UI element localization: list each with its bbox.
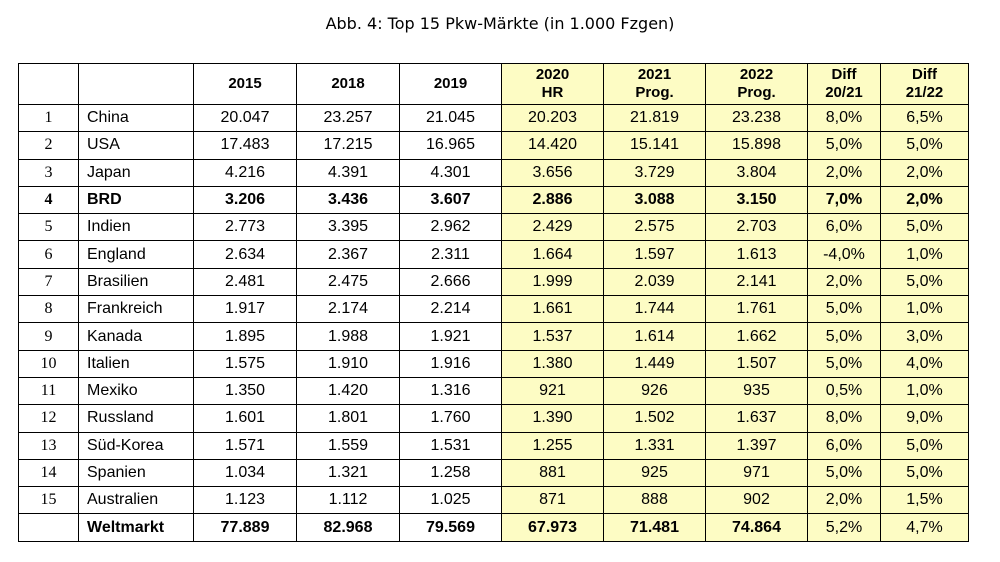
value-2022-cell: 971: [706, 459, 808, 486]
country-cell: Italien: [79, 350, 194, 377]
header-diff2-label: Diff: [912, 66, 937, 83]
header-diff-20-21: [808, 64, 881, 105]
table-row: [19, 186, 969, 213]
diff-21-22-cell: 9,0%: [881, 405, 969, 432]
table-row: [19, 487, 969, 514]
value-2022-cell: 1.613: [706, 241, 808, 268]
value-2020-cell: 1.537: [502, 323, 604, 350]
header-2020: [502, 64, 604, 105]
value-2021-cell: 926: [604, 377, 706, 404]
table-row: [19, 405, 969, 432]
header-corner: [19, 64, 79, 105]
value-2015-cell: 1.601: [194, 405, 297, 432]
rank-cell: 5: [19, 214, 79, 241]
value-2015-cell: 2.773: [194, 214, 297, 241]
value-2020-cell: 3.656: [502, 159, 604, 186]
header-2018: 2018: [297, 64, 400, 105]
value-2018-cell: 1.112: [297, 487, 400, 514]
value-2015-cell: 2.481: [194, 268, 297, 295]
table-row: [19, 296, 969, 323]
value-2019-cell: 3.607: [400, 186, 502, 213]
diff-21-22-cell: 5,0%: [881, 432, 969, 459]
value-2018-cell: 23.257: [297, 105, 400, 132]
value-2021-cell: 21.819: [604, 105, 706, 132]
value-2018-cell: 1.801: [297, 405, 400, 432]
value-2022-cell: 3.804: [706, 159, 808, 186]
table-row: [19, 105, 969, 132]
value-2018-cell: 17.215: [297, 132, 400, 159]
value-2018-cell: 3.436: [297, 186, 400, 213]
total-2021: 71.481: [604, 514, 706, 541]
diff-20-21-cell: 2,0%: [808, 268, 881, 295]
value-2022-cell: 1.761: [706, 296, 808, 323]
value-2020-cell: 881: [502, 459, 604, 486]
table-row: [19, 241, 969, 268]
total-2015: 77.889: [194, 514, 297, 541]
value-2018-cell: 2.475: [297, 268, 400, 295]
country-cell: Russland: [79, 405, 194, 432]
diff-21-22-cell: 1,0%: [881, 296, 969, 323]
value-2018-cell: 1.321: [297, 459, 400, 486]
country-cell: Australien: [79, 487, 194, 514]
country-cell: Indien: [79, 214, 194, 241]
value-2018-cell: 1.420: [297, 377, 400, 404]
value-2020-cell: 1.255: [502, 432, 604, 459]
table-row: [19, 323, 969, 350]
country-cell: Frankreich: [79, 296, 194, 323]
value-2021-cell: 1.597: [604, 241, 706, 268]
value-2019-cell: 2.666: [400, 268, 502, 295]
diff-21-22-cell: 1,0%: [881, 241, 969, 268]
value-2021-cell: 2.575: [604, 214, 706, 241]
table-row: [19, 432, 969, 459]
diff-20-21-cell: 5,0%: [808, 132, 881, 159]
country-cell: Spanien: [79, 459, 194, 486]
country-cell: Brasilien: [79, 268, 194, 295]
header-2021: [604, 64, 706, 105]
total-2018: 82.968: [297, 514, 400, 541]
diff-21-22-cell: 2,0%: [881, 159, 969, 186]
value-2015-cell: 1.575: [194, 350, 297, 377]
diff-21-22-cell: 5,0%: [881, 214, 969, 241]
value-2015-cell: 3.206: [194, 186, 297, 213]
table-header: [19, 64, 969, 105]
value-2019-cell: 1.916: [400, 350, 502, 377]
value-2015-cell: 2.634: [194, 241, 297, 268]
diff-20-21-cell: 6,0%: [808, 432, 881, 459]
value-2022-cell: 2.703: [706, 214, 808, 241]
header-2021-sub: Prog.: [635, 84, 674, 101]
value-2019-cell: 2.962: [400, 214, 502, 241]
rank-cell: 9: [19, 323, 79, 350]
value-2020-cell: 2.429: [502, 214, 604, 241]
value-2020-cell: 921: [502, 377, 604, 404]
country-cell: BRD: [79, 186, 194, 213]
value-2019-cell: 1.760: [400, 405, 502, 432]
value-2021-cell: 3.088: [604, 186, 706, 213]
value-2019-cell: 1.531: [400, 432, 502, 459]
value-2020-cell: 1.390: [502, 405, 604, 432]
value-2022-cell: 15.898: [706, 132, 808, 159]
value-2020-cell: 14.420: [502, 132, 604, 159]
value-2020-cell: 1.380: [502, 350, 604, 377]
table-row: [19, 159, 969, 186]
diff-20-21-cell: 2,0%: [808, 159, 881, 186]
value-2020-cell: 871: [502, 487, 604, 514]
country-cell: China: [79, 105, 194, 132]
value-2015-cell: 1.123: [194, 487, 297, 514]
value-2019-cell: 16.965: [400, 132, 502, 159]
header-diff1-range: 20/21: [825, 84, 863, 101]
table-body: [19, 105, 969, 542]
value-2019-cell: 1.921: [400, 323, 502, 350]
rank-cell: 4: [19, 186, 79, 213]
value-2018-cell: 1.988: [297, 323, 400, 350]
country-cell: Japan: [79, 159, 194, 186]
diff-21-22-cell: 5,0%: [881, 459, 969, 486]
rank-cell: 8: [19, 296, 79, 323]
value-2019-cell: 1.316: [400, 377, 502, 404]
table-row: [19, 377, 969, 404]
table-row: [19, 214, 969, 241]
country-cell: Süd-Korea: [79, 432, 194, 459]
total-2019: 79.569: [400, 514, 502, 541]
value-2020-cell: 2.886: [502, 186, 604, 213]
diff-20-21-cell: 5,0%: [808, 459, 881, 486]
diff-20-21-cell: 7,0%: [808, 186, 881, 213]
value-2015-cell: 4.216: [194, 159, 297, 186]
value-2021-cell: 1.331: [604, 432, 706, 459]
value-2015-cell: 1.895: [194, 323, 297, 350]
country-cell: Kanada: [79, 323, 194, 350]
value-2021-cell: 1.502: [604, 405, 706, 432]
country-cell: England: [79, 241, 194, 268]
diff-20-21-cell: 2,0%: [808, 487, 881, 514]
value-2022-cell: 902: [706, 487, 808, 514]
value-2019-cell: 2.214: [400, 296, 502, 323]
value-2015-cell: 1.571: [194, 432, 297, 459]
value-2022-cell: 3.150: [706, 186, 808, 213]
value-2015-cell: 1.350: [194, 377, 297, 404]
value-2021-cell: 1.614: [604, 323, 706, 350]
total-row: [19, 514, 969, 541]
rank-cell: 14: [19, 459, 79, 486]
total-rank-blank: [19, 514, 79, 541]
header-country: [79, 64, 194, 105]
header-2020-sub: HR: [541, 84, 564, 101]
value-2018-cell: 4.391: [297, 159, 400, 186]
figure-title: Abb. 4: Top 15 Pkw-Märkte (in 1.000 Fzgen): [325, 14, 675, 33]
value-2022-cell: 935: [706, 377, 808, 404]
table-row: [19, 268, 969, 295]
header-2022-sub: Prog.: [737, 84, 776, 101]
header-diff2-range: 21/22: [905, 84, 944, 101]
diff-21-22-cell: 6,5%: [881, 105, 969, 132]
value-2019-cell: 2.311: [400, 241, 502, 268]
rank-cell: 10: [19, 350, 79, 377]
diff-21-22-cell: 1,0%: [881, 377, 969, 404]
header-2015: 2015: [194, 64, 297, 105]
diff-20-21-cell: -4,0%: [808, 241, 881, 268]
diff-20-21-cell: 8,0%: [808, 105, 881, 132]
diff-21-22-cell: 5,0%: [881, 132, 969, 159]
total-2022: 74.864: [706, 514, 808, 541]
value-2018-cell: 1.910: [297, 350, 400, 377]
total-diff-21-22: 4,7%: [881, 514, 969, 541]
diff-20-21-cell: 0,5%: [808, 377, 881, 404]
rank-cell: 11: [19, 377, 79, 404]
value-2021-cell: 3.729: [604, 159, 706, 186]
table-row: [19, 132, 969, 159]
header-diff-21-22: [881, 64, 969, 105]
value-2019-cell: 21.045: [400, 105, 502, 132]
value-2015-cell: 17.483: [194, 132, 297, 159]
value-2018-cell: 1.559: [297, 432, 400, 459]
value-2021-cell: 925: [604, 459, 706, 486]
value-2022-cell: 1.662: [706, 323, 808, 350]
value-2018-cell: 2.367: [297, 241, 400, 268]
value-2019-cell: 4.301: [400, 159, 502, 186]
diff-21-22-cell: 4,0%: [881, 350, 969, 377]
header-2021-year: 2021: [637, 66, 672, 83]
value-2022-cell: 1.637: [706, 405, 808, 432]
value-2019-cell: 1.025: [400, 487, 502, 514]
value-2015-cell: 20.047: [194, 105, 297, 132]
value-2018-cell: 2.174: [297, 296, 400, 323]
diff-20-21-cell: 5,0%: [808, 350, 881, 377]
total-diff-20-21: 5,2%: [808, 514, 881, 541]
value-2022-cell: 1.397: [706, 432, 808, 459]
diff-21-22-cell: 2,0%: [881, 186, 969, 213]
diff-20-21-cell: 6,0%: [808, 214, 881, 241]
value-2020-cell: 20.203: [502, 105, 604, 132]
value-2020-cell: 1.664: [502, 241, 604, 268]
header-diff1-label: Diff: [831, 66, 857, 83]
car-markets-table: [18, 63, 969, 542]
total-2020: 67.973: [502, 514, 604, 541]
diff-21-22-cell: 3,0%: [881, 323, 969, 350]
rank-cell: 13: [19, 432, 79, 459]
diff-21-22-cell: 1,5%: [881, 487, 969, 514]
rank-cell: 1: [19, 105, 79, 132]
rank-cell: 15: [19, 487, 79, 514]
country-cell: USA: [79, 132, 194, 159]
diff-20-21-cell: 8,0%: [808, 405, 881, 432]
country-cell: Mexiko: [79, 377, 194, 404]
rank-cell: 2: [19, 132, 79, 159]
value-2021-cell: 2.039: [604, 268, 706, 295]
rank-cell: 6: [19, 241, 79, 268]
value-2021-cell: 888: [604, 487, 706, 514]
value-2022-cell: 2.141: [706, 268, 808, 295]
diff-21-22-cell: 5,0%: [881, 268, 969, 295]
rank-cell: 7: [19, 268, 79, 295]
value-2015-cell: 1.034: [194, 459, 297, 486]
header-2020-year: 2020: [535, 66, 570, 83]
total-label: Weltmarkt: [79, 514, 194, 541]
value-2021-cell: 1.449: [604, 350, 706, 377]
header-2019: 2019: [400, 64, 502, 105]
diff-20-21-cell: 5,0%: [808, 296, 881, 323]
value-2022-cell: 23.238: [706, 105, 808, 132]
value-2020-cell: 1.661: [502, 296, 604, 323]
rank-cell: 12: [19, 405, 79, 432]
table-row: [19, 459, 969, 486]
value-2020-cell: 1.999: [502, 268, 604, 295]
value-2019-cell: 1.258: [400, 459, 502, 486]
value-2022-cell: 1.507: [706, 350, 808, 377]
value-2021-cell: 15.141: [604, 132, 706, 159]
header-2022: [706, 64, 808, 105]
value-2021-cell: 1.744: [604, 296, 706, 323]
value-2015-cell: 1.917: [194, 296, 297, 323]
value-2018-cell: 3.395: [297, 214, 400, 241]
rank-cell: 3: [19, 159, 79, 186]
diff-20-21-cell: 5,0%: [808, 323, 881, 350]
header-2022-year: 2022: [739, 66, 774, 83]
table-row: [19, 350, 969, 377]
